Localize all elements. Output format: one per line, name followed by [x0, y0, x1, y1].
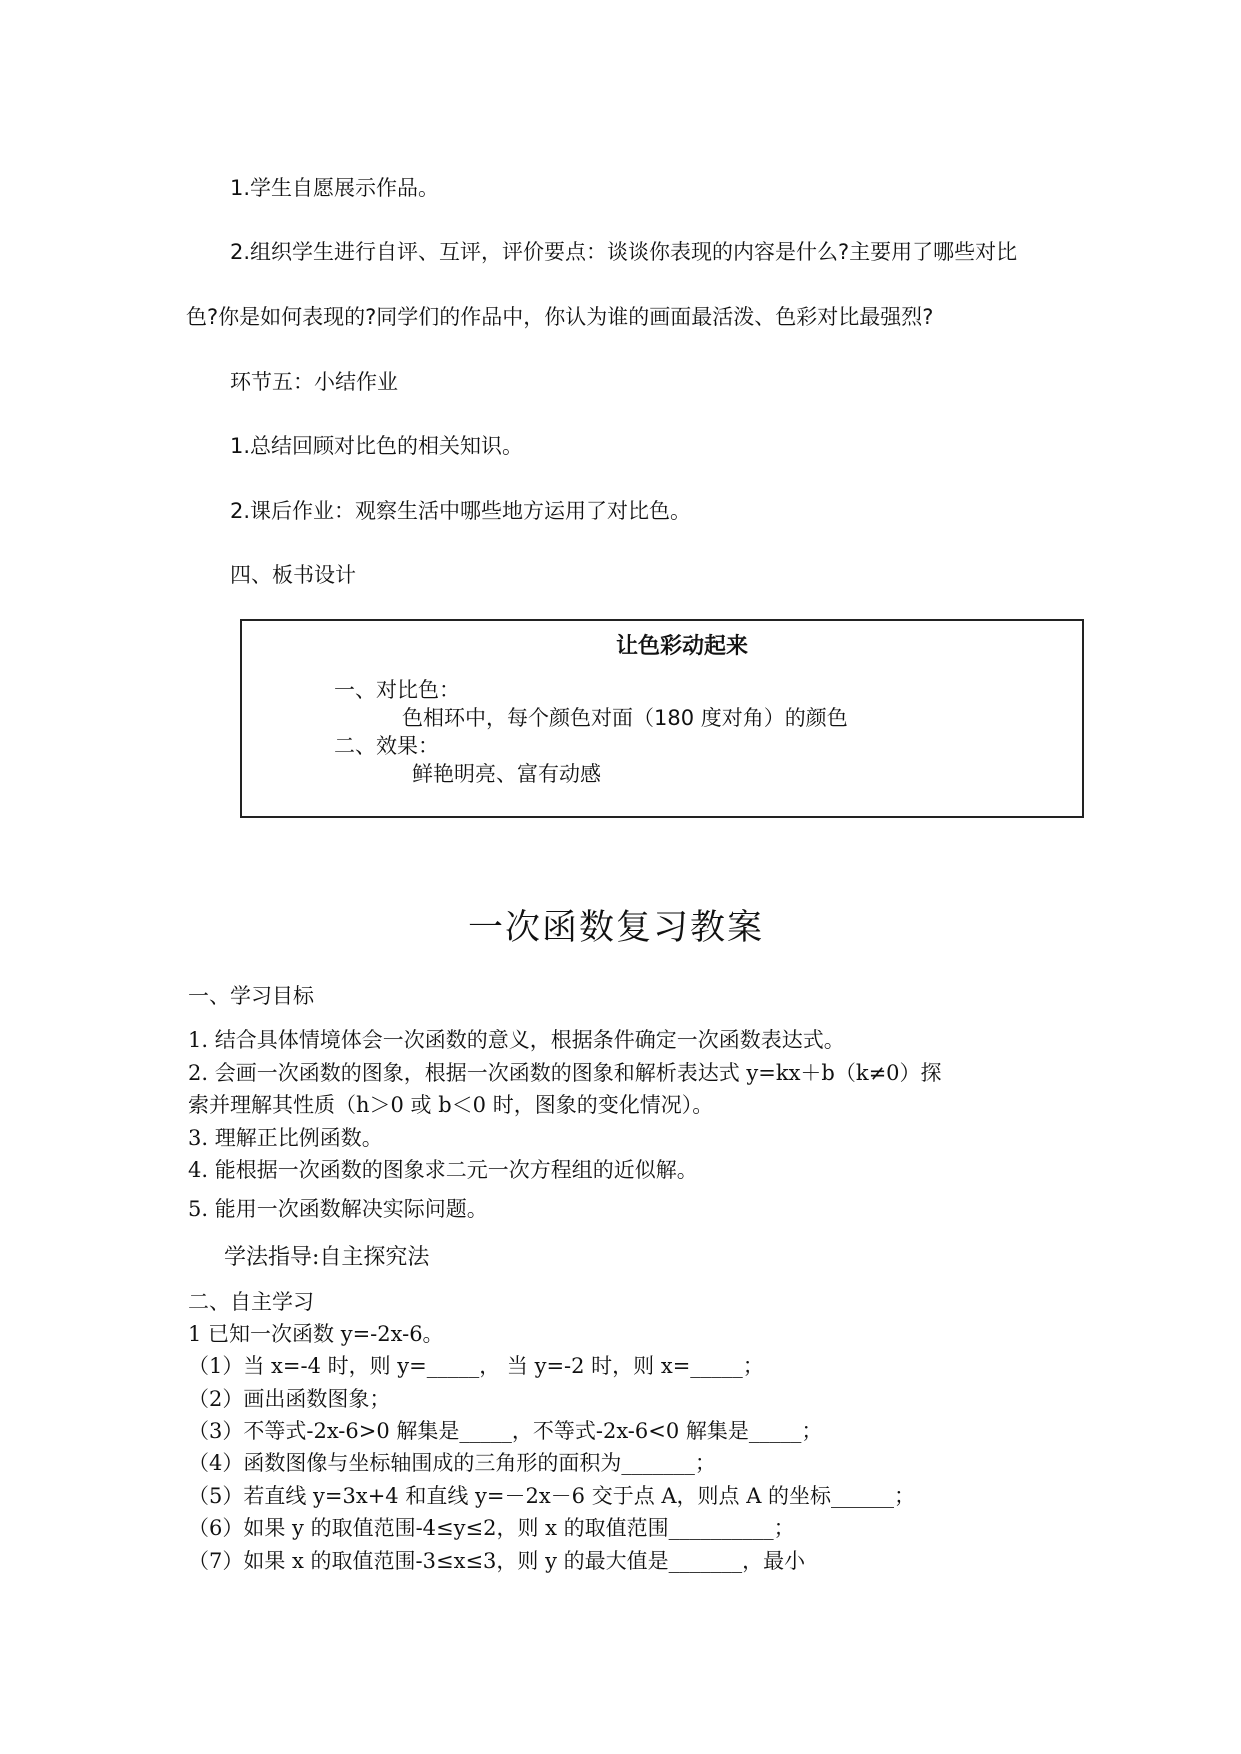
goal-5: 5. 能用一次函数解决实际问题。 [188, 1197, 488, 1221]
question-1-part-6: （6）如果 y 的取值范围-4≤y≤2，则 x 的取值范围__________； [188, 1516, 795, 1540]
board-design-box [240, 619, 1084, 818]
study-method: 学法指导:自主探究法 [224, 1245, 430, 1270]
board-heading-contrast: 一、对比色： [334, 678, 460, 702]
section-heading-goals: 一、学习目标 [188, 984, 314, 1008]
goal-2-line1: 2. 会画一次函数的图象，根据一次函数的图象和解析表达式 y=kx＋b（k≠0）探 [188, 1061, 942, 1085]
question-1-part-4: （4）函数图像与坐标轴围成的三角形的面积为_______； [188, 1451, 716, 1475]
goal-1: 1. 结合具体情境体会一次函数的意义，根据条件确定一次函数表达式。 [188, 1028, 845, 1052]
paragraph-evaluate-line1: 2.组织学生进行自评、互评，评价要点：谈谈你表现的内容是什么?主要用了哪些对比 [230, 240, 1018, 264]
section-heading-self-study: 二、自主学习 [188, 1290, 314, 1314]
paragraph-summary: 1.总结回顾对比色的相关知识。 [230, 434, 524, 458]
question-1: 1 已知一次函数 y=-2x-6。 [188, 1322, 444, 1346]
question-1-part-3: （3）不等式-2x-6>0 解集是_____，不等式-2x-6<0 解集是_____； [188, 1419, 823, 1443]
board-title: 让色彩动起来 [616, 634, 749, 659]
section-heading-five: 环节五：小结作业 [230, 370, 398, 394]
lesson-title: 一次函数复习教案 [468, 908, 765, 948]
board-contrast-definition: 色相环中，每个颜色对面（180 度对角）的颜色 [402, 706, 848, 730]
paragraph-homework: 2.课后作业：观察生活中哪些地方运用了对比色。 [230, 499, 692, 523]
section-heading-board-design: 四、板书设计 [230, 563, 356, 587]
goal-2-line2: 索并理解其性质（h＞0 或 b＜0 时，图象的变化情况）。 [188, 1093, 714, 1117]
paragraph-evaluate-line2: 色?你是如何表现的?同学们的作品中，你认为谁的画面最活泼、色彩对比最强烈? [186, 305, 934, 329]
question-1-part-2: （2）画出函数图象； [188, 1387, 391, 1411]
board-heading-effect: 二、效果： [334, 734, 439, 758]
board-effect-text: 鲜艳明亮、富有动感 [412, 762, 601, 786]
question-1-part-1: （1）当 x=-4 时，则 y=_____， 当 y=-2 时，则 x=_____； [188, 1354, 764, 1378]
goal-3: 3. 理解正比例函数。 [188, 1126, 383, 1150]
question-1-part-5: （5）若直线 y=3x+4 和直线 y=－2x－6 交于点 A，则点 A 的坐标______； [188, 1484, 916, 1508]
question-1-part-7: （7）如果 x 的取值范围-3≤x≤3，则 y 的最大值是_______，最小 [188, 1549, 806, 1573]
goal-4: 4. 能根据一次函数的图象求二元一次方程组的近似解。 [188, 1158, 698, 1182]
paragraph-show-works: 1.学生自愿展示作品。 [230, 176, 440, 200]
